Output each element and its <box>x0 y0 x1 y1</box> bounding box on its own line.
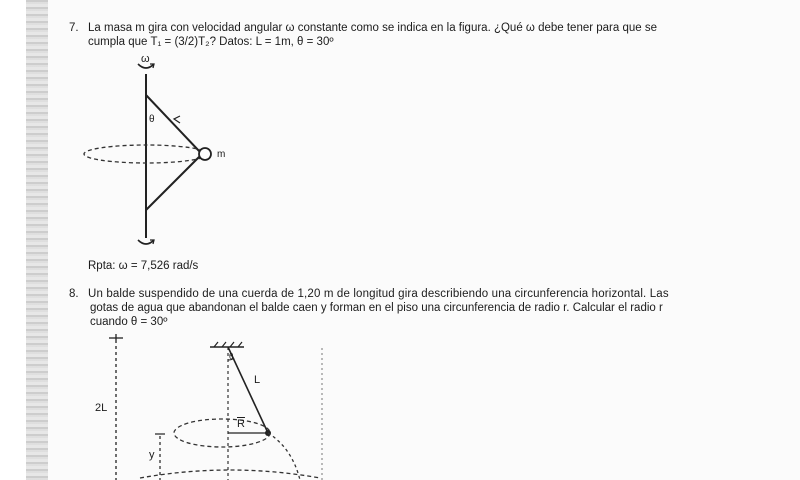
label-r: $\overline{R}$ <box>237 418 245 430</box>
label-2l: 2L <box>95 402 108 414</box>
problem-7-statement-line-1: La masa m gira con velocidad angular ω constante como se indica en la figura. ¿Qué ω debe tener para que se <box>88 22 658 34</box>
label-l: L <box>254 374 261 386</box>
problem-7-statement-line-2: cumpla que T₁ = (3/2)T₂? Datos: L = 1m, θ = 30º <box>88 36 334 48</box>
problem-8-statement-line-3: cuando θ = 30º <box>90 316 168 328</box>
label-y: y <box>149 449 155 461</box>
label-theta-8: θ <box>229 352 234 361</box>
problem-8-number: 8. <box>69 288 79 300</box>
mass-label: m <box>217 149 226 160</box>
drop-trajectory <box>268 433 300 480</box>
problem-8-statement-line-2: gotas de agua que abandonan el balde caen y forman en el piso una circunferencia de radio r. Calcular el radio r <box>90 302 663 314</box>
problem-7-number: 7. <box>69 22 79 34</box>
problem-7-answer: Rpta: ω = 7,526 rad/s <box>88 260 199 272</box>
problem-8-statement-line-1: Un balde suspendido de una cuerda de 1,20 m de longitud gira describiendo una circunferencia horizontal. Las <box>88 288 669 300</box>
rope-l <box>228 347 268 433</box>
mass-circle <box>199 148 211 160</box>
lower-string <box>146 156 200 210</box>
omega-label: ω <box>141 53 150 65</box>
floor-circle <box>140 470 320 478</box>
theta-label: θ <box>149 114 155 125</box>
